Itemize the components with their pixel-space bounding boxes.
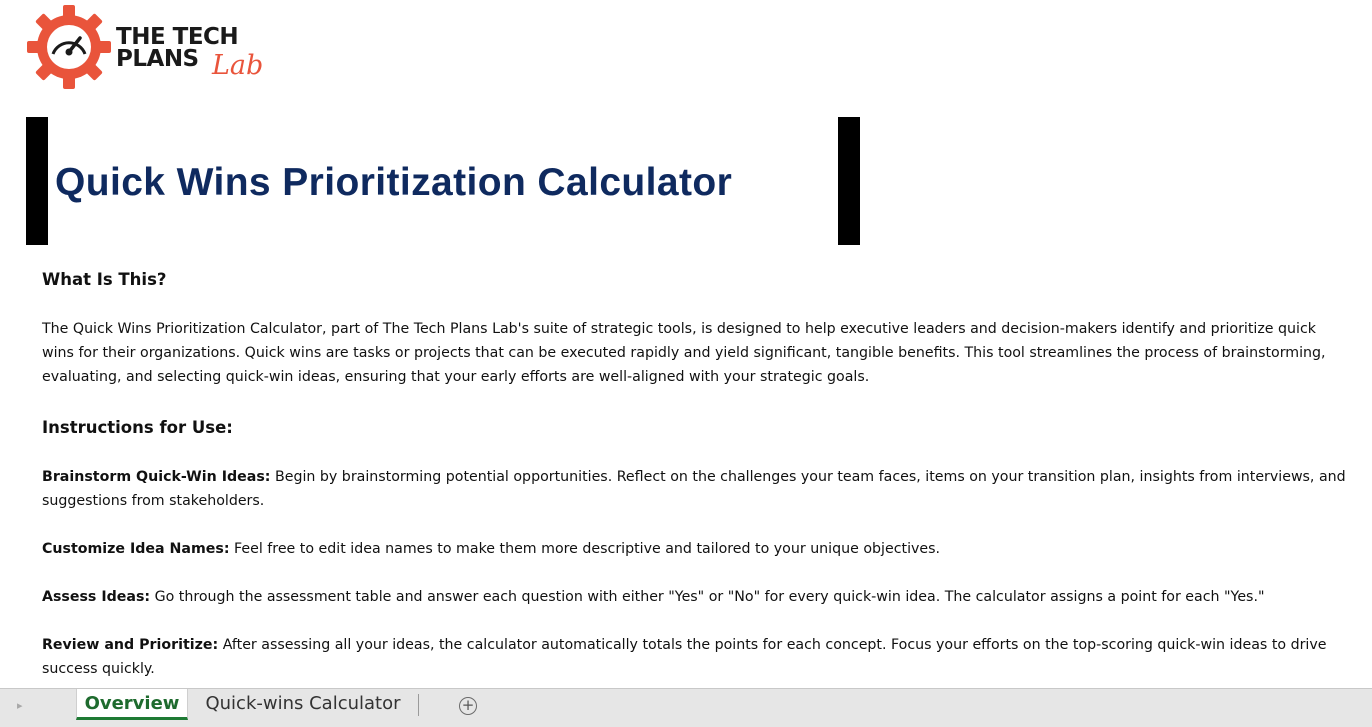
step-label: Assess Ideas:	[42, 589, 151, 605]
intro-paragraph: The Quick Wins Prioritization Calculator, part of The Tech Plans Lab's suite of strategic tools, is designed to help executive leaders and decision-makers identify and prioritize quick wins for their organizations. Quick wins are tasks or projects that can be executed rapidly and yield significant, tangible benefits. This tool streamlines the process of brainstorming, evaluating, and selecting quick-win ideas, ensuring that your early efforts are well-aligned with your strategic goals.	[42, 321, 1326, 385]
instructions-heading: Instructions for Use:	[42, 418, 233, 437]
step-label: Brainstorm Quick-Win Ideas:	[42, 469, 271, 485]
speedometer-gear-icon	[26, 4, 112, 90]
step-label: Review and Prioritize:	[42, 637, 219, 653]
step-text: Go through the assessment table and answer each question with either "Yes" or "No" for every quick-win idea. The calculator assigns a point for each "Yes."	[154, 589, 1265, 605]
step-review	[42, 633, 1352, 681]
sheet-tab-bar	[0, 688, 1372, 727]
step-brainstorm	[42, 465, 1352, 513]
logo-text-line-2: PLANS	[116, 46, 199, 72]
what-is-this-heading: What Is This?	[42, 270, 167, 289]
page-title: Quick Wins Prioritization Calculator	[55, 161, 733, 204]
step-label: Customize Idea Names:	[42, 541, 230, 557]
title-right-bar	[838, 117, 860, 245]
company-logo	[26, 4, 276, 90]
step-assess	[42, 585, 1352, 609]
step-customize	[42, 537, 1352, 561]
tab-divider	[418, 694, 419, 716]
title-left-bar	[26, 117, 48, 245]
tab-quick-wins-calculator[interactable]: Quick-wins Calculator	[205, 693, 401, 714]
step-text: Feel free to edit idea names to make them more descriptive and tailored to your unique objectives.	[234, 541, 941, 557]
tab-overview[interactable]: Overview	[76, 689, 188, 720]
logo-script-text: Lab	[212, 50, 264, 81]
step-text: Begin by brainstorming potential opportunities. Reflect on the challenges your team faces, items on your transition plan, insights from interviews, and suggestions from stakeholders.	[42, 469, 1346, 509]
add-sheet-plus-icon[interactable]: +	[459, 697, 477, 715]
step-text: After assessing all your ideas, the calculator automatically totals the points for each concept. Focus your efforts on the top-scoring quick-win ideas to drive success quickly.	[42, 637, 1327, 677]
logo-text-line-1: THE TECH	[116, 24, 239, 50]
scroll-tabs-arrow-icon[interactable]: ▸	[17, 699, 23, 712]
